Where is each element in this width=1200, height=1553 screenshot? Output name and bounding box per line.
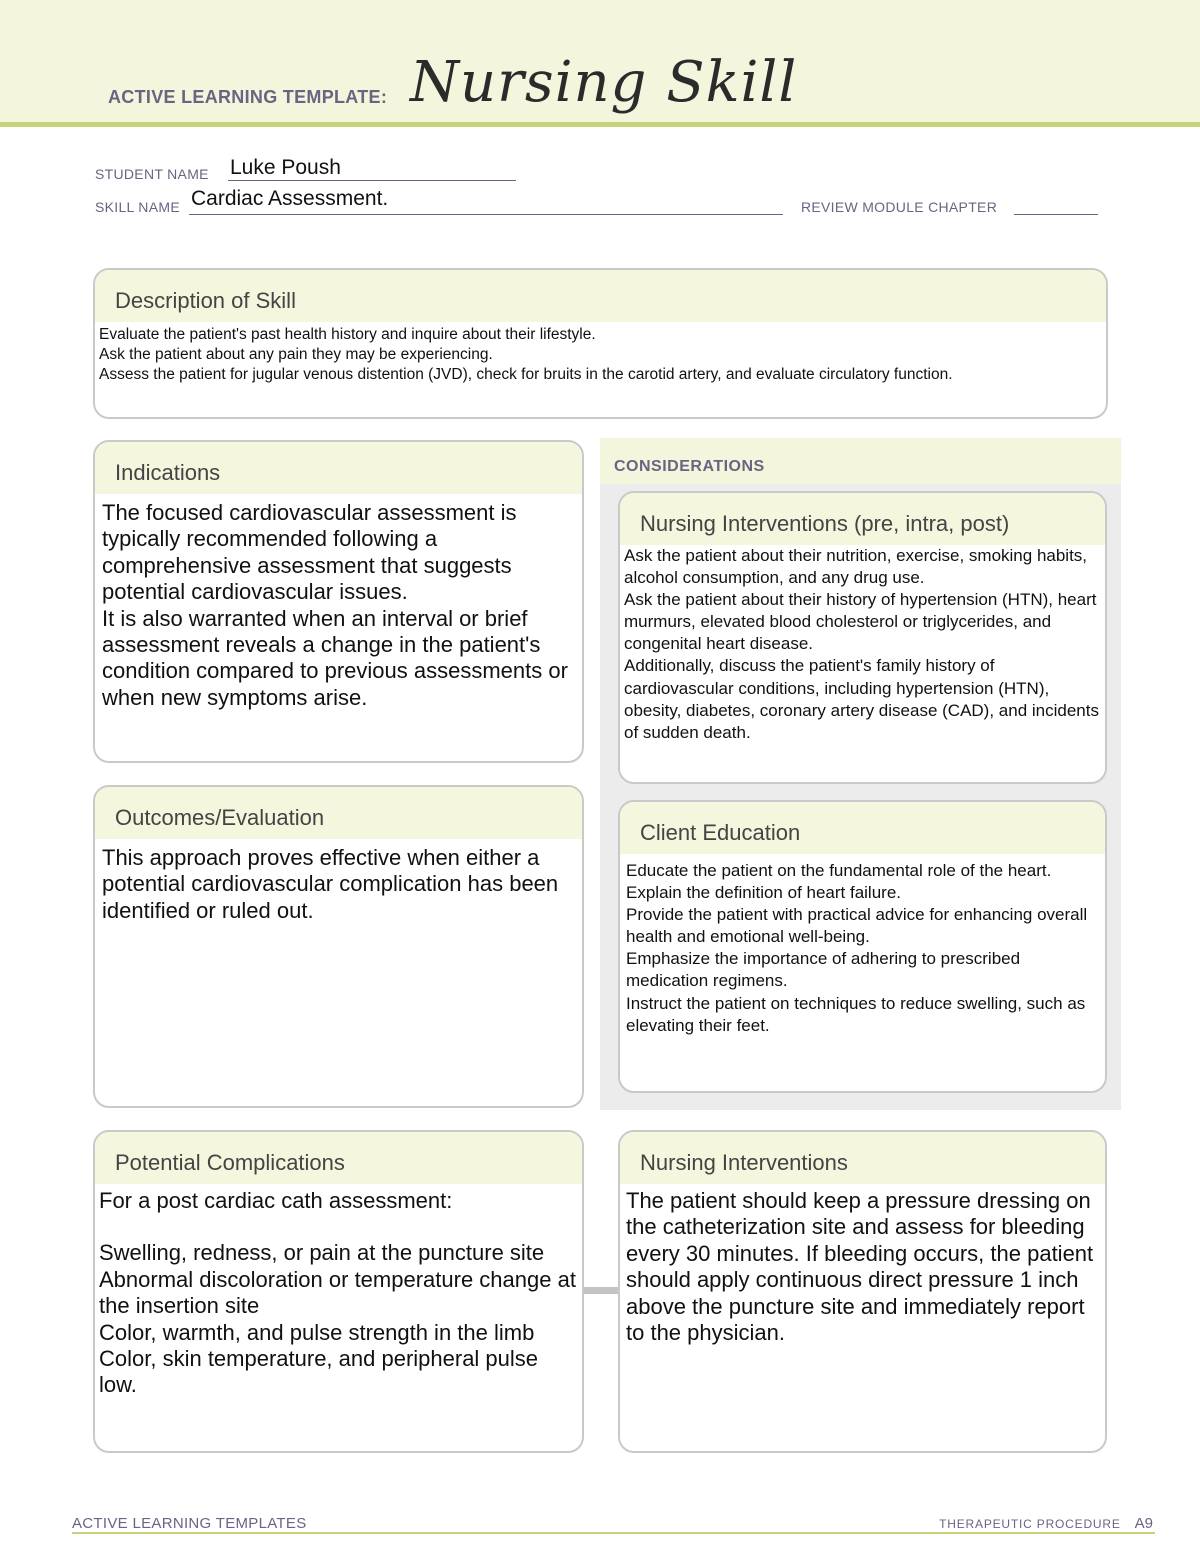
footer-rule [72,1532,1155,1534]
footer-left: ACTIVE LEARNING TEMPLATES [72,1515,307,1532]
client-education-line: Instruct the patient on techniques to reduce swelling, such as elevating their feet. [626,993,1086,1035]
client-education-body[interactable] [620,854,1105,1037]
indications-body[interactable] [95,494,582,711]
nursing-interventions-pre-heading: Nursing Interventions (pre, intra, post) [620,493,1105,545]
complications-line: Swelling, redness, or pain at the puncture site [99,1240,545,1266]
nursing-interventions-pre-line: Additionally, discuss the patient's family history of cardiovascular conditions, including hypertension (HTN), obesity, diabetes, coronary artery disease (CAD), and incidents of sudden death. [624,656,1099,742]
complications-body[interactable] [95,1184,582,1399]
connector-bar [583,1287,621,1294]
complications-line: Abnormal discoloration or temperature change at the insertion site [99,1266,576,1319]
description-line: Evaluate the patient's past health history and inquire about their lifestyle. [99,326,596,343]
page-title: Nursing Skill [410,50,798,115]
outcomes-line: This approach proves effective when either a potential cardiovascular complication has been identified or ruled out. [102,845,559,923]
complications-card [93,1130,584,1453]
nursing-interventions-pre-line: Ask the patient about their nutrition, exercise, smoking habits, alcohol consumption, and any drug use. [624,546,1088,588]
review-module-field[interactable] [1014,214,1098,215]
nursing-interventions-line: The patient should keep a pressure dressing on the catheterization site and assess for bleeding every 30 minutes. If bleeding occurs, the patient should apply continuous direct pressure 1 inch above the puncture site and immediately report to the physician. [626,1188,1094,1345]
nursing-interventions-card [618,1130,1107,1453]
outcomes-body[interactable] [95,839,582,924]
complications-line: Color, warmth, and pulse strength in the limb [99,1319,535,1345]
review-module-label: REVIEW MODULE CHAPTER [801,199,998,215]
description-line: Assess the patient for jugular venous distention (JVD), check for bruits in the carotid artery, and evaluate circulatory function. [99,366,953,384]
client-education-line: Explain the definition of heart failure. [626,883,902,903]
nursing-interventions-pre-body[interactable] [620,545,1105,744]
complications-intro: For a post cardiac cath assessment: [99,1188,453,1213]
description-line: Ask the patient about any pain they may be experiencing. [99,346,493,364]
complications-heading: Potential Complications [95,1132,582,1184]
footer-right [939,1515,1153,1532]
indications-line: It is also warranted when an interval or brief assessment reveals a change in the patient's condition compared to previous assessments or when new symptoms arise. [102,605,568,710]
description-body[interactable] [95,322,1106,385]
footer-section: THERAPEUTIC PROCEDURE [939,1517,1121,1531]
page-number: A9 [1134,1515,1153,1532]
nursing-interventions-heading: Nursing Interventions [620,1132,1105,1184]
description-card [93,268,1108,419]
client-education-card [618,800,1107,1093]
student-name-field[interactable]: Luke Poush [230,156,341,179]
header-rule [0,122,1200,127]
template-label: ACTIVE LEARNING TEMPLATE: [108,87,388,107]
considerations-label: CONSIDERATIONS [614,458,765,475]
nursing-interventions-pre-card [618,491,1107,784]
skill-name-label: SKILL NAME [95,199,180,215]
student-name-label: STUDENT NAME [95,166,209,182]
client-education-heading: Client Education [620,802,1105,854]
nursing-interventions-pre-line: Ask the patient about their history of hypertension (HTN), heart murmurs, elevated blood cholesterol or triglycerides, and congenital heart disease. [624,590,1097,654]
nursing-interventions-body[interactable] [620,1184,1105,1346]
skill-name-field[interactable]: Cardiac Assessment. [191,187,389,210]
indications-card [93,440,584,763]
complications-line: Color, skin temperature, and peripheral pulse low. [99,1345,539,1398]
description-heading: Description of Skill [95,270,1106,322]
client-education-line: Provide the patient with practical advice for enhancing overall health and emotional well-being. [626,905,1088,947]
outcomes-heading: Outcomes/Evaluation [95,787,582,839]
client-education-line: Educate the patient on the fundamental role of the heart. [626,861,1052,880]
indications-heading: Indications [95,442,582,494]
complications-spacer [99,1214,578,1240]
indications-line: The focused cardiovascular assessment is typically recommended following a comprehensive assessment that suggests potential cardiovascular issues. [102,500,517,605]
client-education-line: Emphasize the importance of adhering to prescribed medication regimens. [626,949,1021,991]
outcomes-card [93,785,584,1108]
skill-name-line [189,214,783,215]
student-name-line [228,180,516,181]
